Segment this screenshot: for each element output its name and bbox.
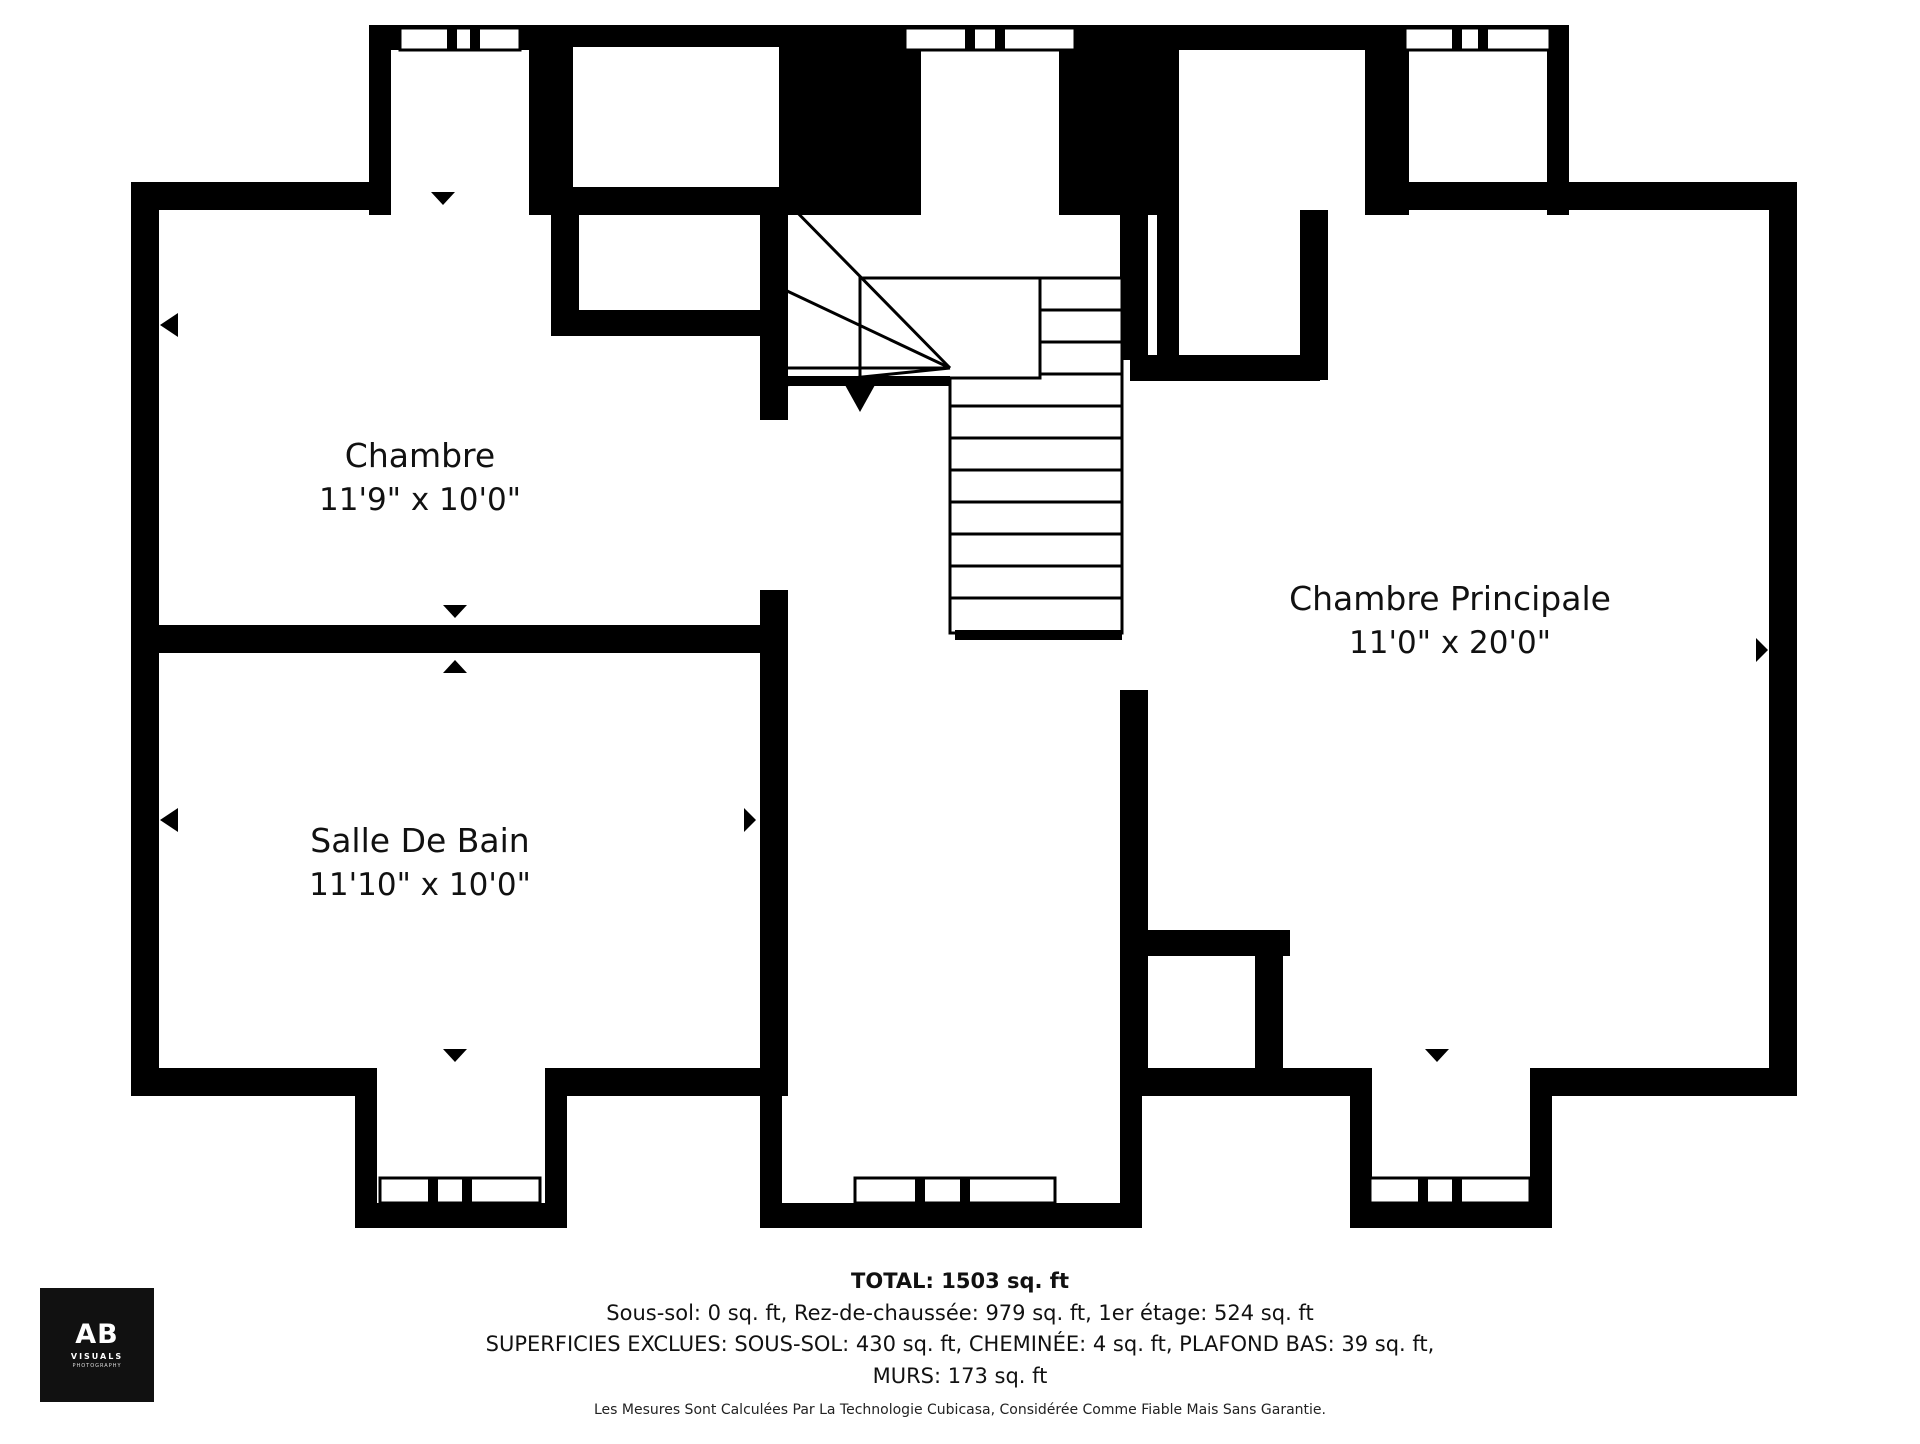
door-arrow xyxy=(1425,1049,1449,1062)
logo-subtitle: VISUALS xyxy=(70,1352,124,1361)
room-label-chambre-principale xyxy=(1200,578,1700,664)
door-arrow xyxy=(443,605,467,618)
excluded-areas-line1: SUPERFICIES EXCLUES: SOUS-SOL: 430 sq. ft, CHEMINÉE: 4 sq. ft, PLAFOND BAS: 39 sq. ft, xyxy=(485,1332,1435,1356)
footer-summary xyxy=(0,1266,1920,1418)
room-dimensions: 11'10" x 10'0" xyxy=(309,867,531,904)
door-arrow xyxy=(160,313,178,337)
measurement-disclaimer: Les Mesures Sont Calculées Par La Technologie Cubicasa, Considérée Comme Fiable Mais Sans Garantie. xyxy=(593,1402,1326,1418)
room-dimensions: 11'0" x 20'0" xyxy=(1349,625,1551,662)
door-arrow xyxy=(443,1049,467,1062)
room-label-chambre xyxy=(190,435,650,521)
room-name: Salle De Bain xyxy=(310,821,530,860)
door-arrow xyxy=(744,808,756,832)
area-breakdown: Sous-sol: 0 sq. ft, Rez-de-chaussée: 979 sq. ft, 1er étage: 524 sq. ft xyxy=(606,1300,1314,1325)
room-name: Chambre xyxy=(344,436,496,475)
total-area: TOTAL: 1503 sq. ft xyxy=(851,1269,1069,1293)
room-name: Chambre Principale xyxy=(1289,579,1611,618)
door-arrow xyxy=(443,660,467,673)
room-dimensions: 11'9" x 10'0" xyxy=(319,482,521,519)
logo-subtitle-secondary: PHOTOGRAPHY xyxy=(72,1363,122,1369)
door-arrow xyxy=(1756,638,1768,662)
logo-initials: AB xyxy=(75,1319,119,1350)
staircase xyxy=(785,200,1122,640)
excluded-areas-line2: MURS: 173 sq. ft xyxy=(872,1363,1048,1388)
room-label-salle-de-bain xyxy=(150,820,690,906)
door-arrow xyxy=(431,192,455,205)
